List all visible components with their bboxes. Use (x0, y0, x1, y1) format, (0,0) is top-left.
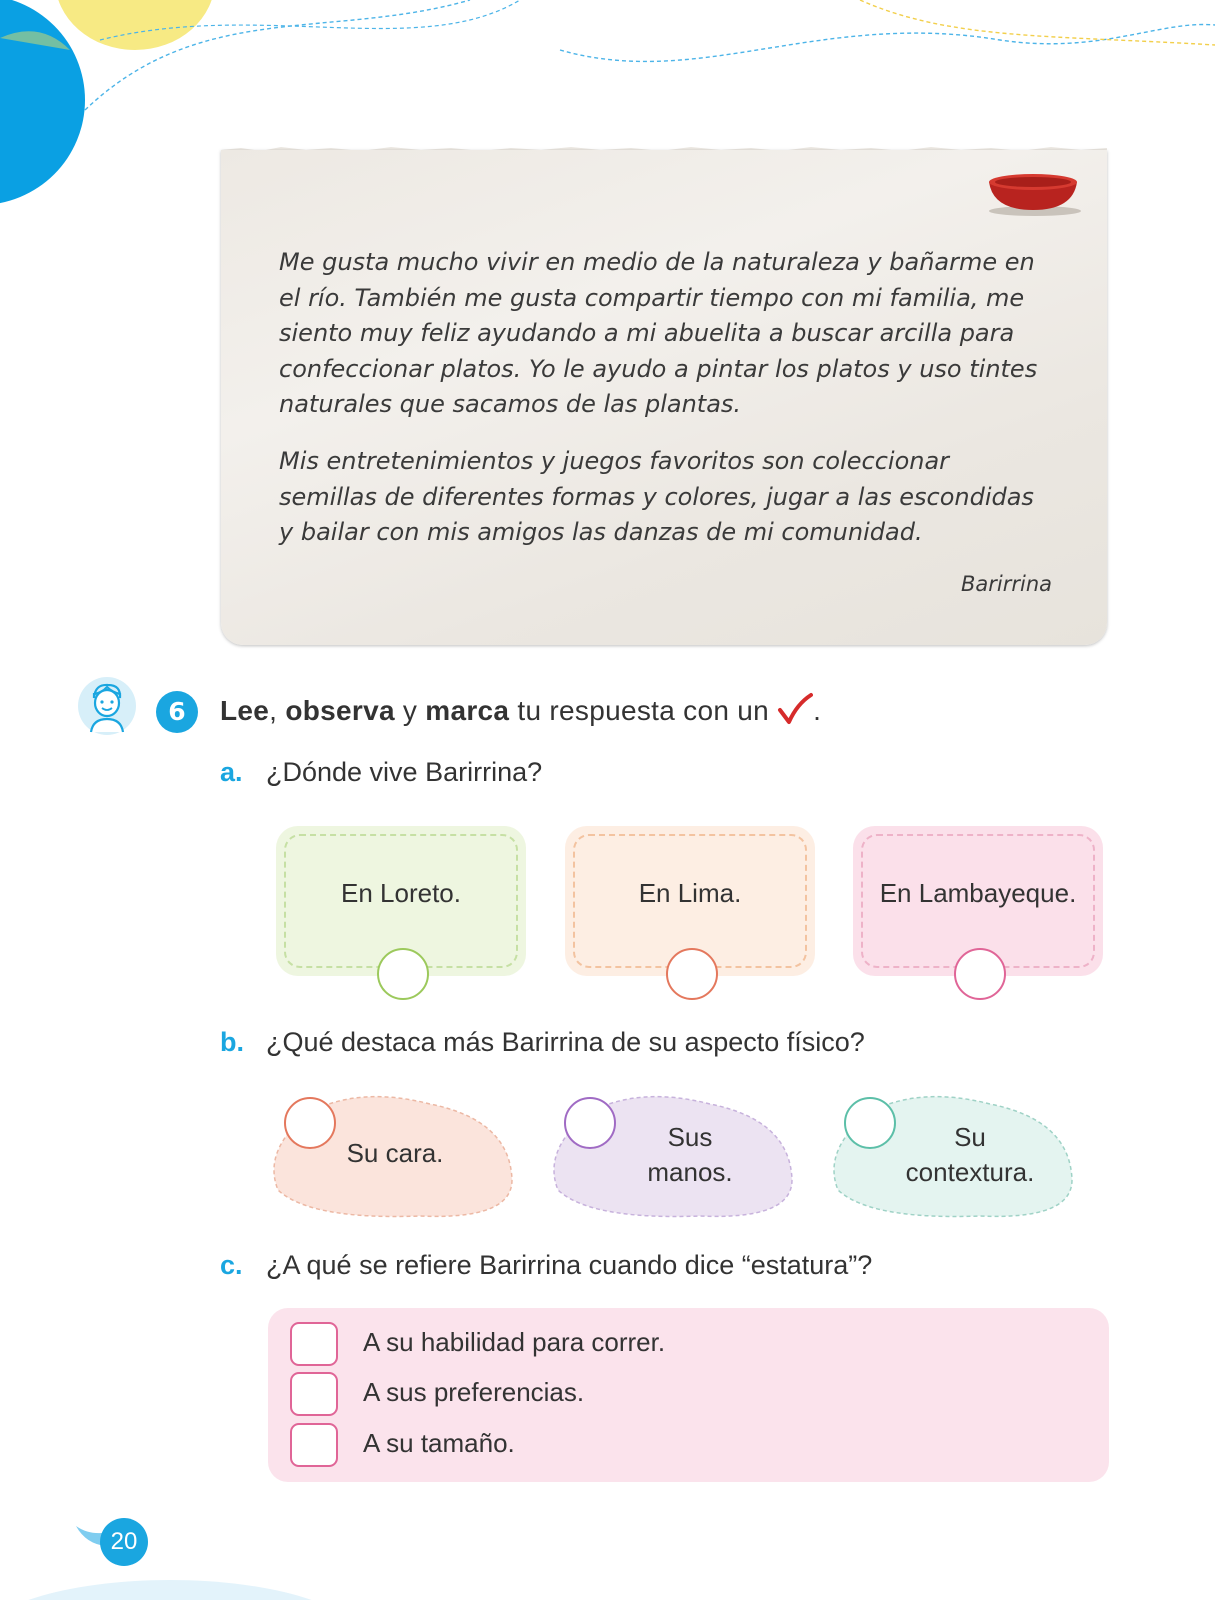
question-a (220, 757, 542, 788)
option-c-3-label: A su tamaño. (363, 1428, 515, 1458)
instruction-end: . (813, 695, 822, 726)
option-a-2-radio[interactable] (666, 948, 718, 1000)
instruction-separator: y (394, 695, 426, 726)
option-b-2[interactable] (550, 1090, 800, 1220)
options-c-panel (268, 1308, 1109, 1482)
option-c-1-checkbox[interactable] (290, 1322, 338, 1366)
reading-signature: Barirrina (960, 572, 1052, 596)
clay-bowl-icon (983, 170, 1083, 218)
option-c-2-checkbox[interactable] (290, 1372, 338, 1416)
reading-card (221, 150, 1107, 645)
instruction-rest: tu respuesta con un (509, 695, 778, 726)
question-b-letter: b. (220, 1027, 244, 1057)
checkmark-icon (777, 692, 813, 726)
option-a-1[interactable] (276, 826, 526, 976)
option-b-2-label-line-1: Sus (667, 1122, 713, 1152)
instruction-verb-observa: observa (285, 695, 395, 726)
page-number: 20 (100, 1518, 148, 1566)
option-a-3[interactable] (853, 826, 1103, 976)
question-number: 6 (156, 691, 198, 733)
option-b-3-label-line-1: Su (954, 1122, 986, 1152)
question-c-text: ¿A qué se refiere Barirrina cuando dice “estatura”? (266, 1250, 873, 1280)
instruction-separator: , (269, 695, 286, 726)
question-instruction (220, 692, 821, 727)
instruction-verb-marca: marca (425, 695, 510, 726)
option-c-2-label: A sus preferencias. (363, 1377, 585, 1407)
question-a-text: ¿Dónde vive Barirrina? (266, 757, 543, 787)
reading-paragraph-1: Me gusta mucho vivir en medio de la naturaleza y bañarme en el río. También me gusta compartir tiempo con mi familia, me siento muy feliz ayudando a mi abuelita a buscar arcilla para confeccionar platos. Yo le ayudo a pintar los platos y uso tintes naturales que sacamos de las plantas. (279, 248, 1038, 418)
question-c-letter: c. (220, 1250, 243, 1280)
option-a-3-radio[interactable] (954, 948, 1006, 1000)
option-c-3-checkbox[interactable] (290, 1423, 338, 1467)
option-a-2[interactable] (565, 826, 815, 976)
option-a-1-label: En Loreto. (341, 878, 461, 908)
question-b (220, 1027, 865, 1058)
instruction-verb-lee: Lee (220, 695, 270, 726)
reading-paragraph-2: Mis entretenimientos y juegos favoritos son coleccionar semillas de diferentes formas y colores, jugar a las escondidas y bailar con mis amigos las danzas de mi comunidad. (279, 447, 1034, 546)
question-a-letter: a. (220, 757, 243, 787)
option-b-3-label-line-2: contextura. (905, 1157, 1035, 1187)
option-b-2-label-line-2: manos. (647, 1157, 733, 1187)
student-avatar-icon (77, 676, 137, 736)
question-c (220, 1250, 872, 1281)
option-c-1-label: A su habilidad para correr. (363, 1327, 666, 1357)
option-b-3[interactable] (830, 1090, 1080, 1220)
option-a-1-radio[interactable] (377, 948, 429, 1000)
option-a-3-label: En Lambayeque. (879, 878, 1077, 908)
option-a-2-label: En Lima. (638, 878, 742, 908)
option-b-1[interactable] (270, 1090, 520, 1220)
option-b-1-label: Su cara. (346, 1138, 444, 1168)
question-b-text: ¿Qué destaca más Barirrina de su aspecto físico? (266, 1027, 865, 1057)
